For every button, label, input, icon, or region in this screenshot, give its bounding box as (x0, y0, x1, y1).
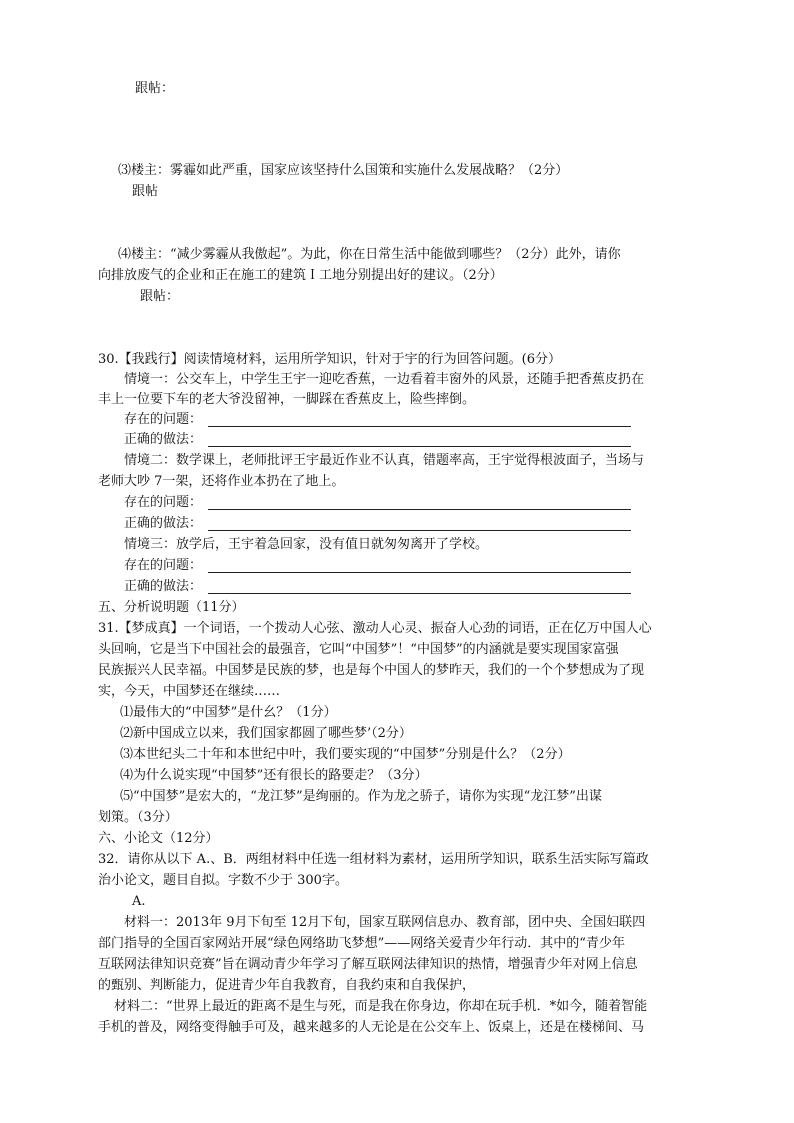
q31-line3: 民族振兴人民幸福。中国梦是民族的梦，也是每个中国人的梦昨天，我们的一个个梦想成为了现 (98, 663, 645, 678)
q32-material1-line3: 互联网法律知识竞赛”旨在调动青少年学习了解互联网法律知识的热情，增强青少年对网上信息 (98, 957, 638, 972)
q30-scenario1-line1: 情境一：公交车上，中学生王宇一迎吃香蕉，一边看着丰窗外的风景，还随手把香蕉皮扔在 (124, 372, 645, 387)
q31-sub5-line2: 划策。（3分） (98, 810, 178, 825)
q30-title: 30.【我践行】阅读情境材料，运用所学知识，针对于宇的行为回答问题。(6分） (98, 352, 562, 367)
q32-line1: 32．请你从以下 A.、B．两组材料中任选一组材料为素材，运用所学知识，联系生活实际写篇政 (98, 852, 649, 867)
q30-scenario2-line2: 老师大吵 7一架，还将作业本扔在了地上。 (98, 474, 345, 489)
q32-material1-line4: 的甄别、判断能力，促进青少年自我教育，自我约束和自我保护， (98, 978, 476, 993)
q30-scenario2-line1: 情境二：数学课上，老师批评王宇最近作业不认真，错题率高，王宇觉得根波面子，当场与 (124, 453, 645, 468)
reply-label-1: 跟帖： (135, 81, 175, 96)
section-5-title: 五、分析说明题（11分） (98, 600, 245, 615)
reply-label-4: 跟帖： (140, 289, 180, 304)
problem-label-2: 存在的问题： (124, 495, 203, 510)
q31-sub1: ⑴最伟大的“中国梦”是什幺？（1分） (120, 705, 337, 720)
correct-label-2: 正确的做法： (124, 516, 203, 531)
q30-scenario3-line1: 情境三：放学后，王宇着急回家，没有值日就匆匆离开了学校。 (124, 537, 489, 552)
q32-group-a: A. (132, 894, 146, 909)
q31-sub2: ⑵新中国成立以来，我们国家都圆了哪些梦’（2分） (120, 726, 412, 741)
q30-scenario1-line2: 丰上一位要下车的老大爷没留神，一脚踩在香蕉皮上，险些摔倒。 (98, 392, 476, 407)
q31-sub5-line1: ⑸“中国梦”是宏大的，“龙江梦”是绚丽的。作为龙之骄子，请你为实现“龙江梦”出谋 (120, 789, 602, 804)
q29-sub4-prompt-line2: 向排放废气的企业和正在施工的建筑Ｉ工地分别提出好的建议。（2分） (98, 268, 503, 283)
q29-sub3-prompt: ⑶楼主：雾霾如此严重，国家应该坚持什么国策和实施什么发展战略？（2分） (118, 163, 569, 178)
answer-blank-problem-1[interactable] (208, 426, 631, 427)
correct-label-1: 正确的做法： (124, 432, 203, 447)
answer-blank-correct-2[interactable] (208, 530, 631, 531)
q32-material1-line1: 材料一：2013年 9月下旬至 12月下旬，国家互联网信息办、教育部，团中央、全国妇联四 (124, 915, 646, 930)
q31-sub3: ⑶本世纪头二十年和本世纪中叶，我们要实现的“中国梦”分别是什么？（2分） (120, 747, 571, 762)
q32-line2: 治小论文，题目自拟。字数不少于 300字。 (98, 873, 348, 888)
q32-material2-line2: 手机的普及，网络变得触手可及，越来越多的人无论是在公交车上、饭桌上，还是在楼梯间、马 (98, 1020, 645, 1035)
q31-line1: 31.【梦成真】一个词语，一个拨动人心弦、激动人心灵、振奋人心劲的词语，正在亿万中国人心 (98, 621, 652, 636)
q29-sub4-prompt-line1: ⑷楼主：“减少雾霾从我傲起”。为此，你在日常生活中能做到哪些？（2分）此外，请你 (118, 247, 621, 262)
q31-sub4: ⑷为什么说实现“中国梦”还有很长的路要走？（3分） (120, 768, 428, 783)
problem-label-1: 存在的问题： (124, 412, 203, 427)
section-6-title: 六、小论文（12分） (98, 831, 219, 846)
answer-blank-correct-3[interactable] (208, 593, 631, 594)
answer-blank-problem-3[interactable] (208, 572, 631, 573)
answer-blank-problem-2[interactable] (208, 509, 631, 510)
q32-material2-line1: 材料二：“世界上最近的距离不是生与死，而是我在你身边，你却在玩手机．*如今，随着智能 (114, 999, 648, 1014)
correct-label-3: 正确的做法： (124, 579, 203, 594)
q31-line2: 头回响，它是当下中国社会的最强音，它叫“中国梦”！“中国梦”的内涵就是要实现国家富强 (98, 642, 619, 657)
q32-material1-line2: 部门指导的全国百家网站开展“绿色网络助飞梦想”——网络关爱青少年行动．其中的“青少年 (98, 936, 625, 951)
answer-blank-correct-1[interactable] (208, 446, 631, 447)
q31-line4: 实，今天，中国梦还在继续…… (98, 684, 281, 699)
reply-label-3: 跟帖 (132, 184, 159, 199)
problem-label-3: 存在的问题： (124, 558, 203, 573)
